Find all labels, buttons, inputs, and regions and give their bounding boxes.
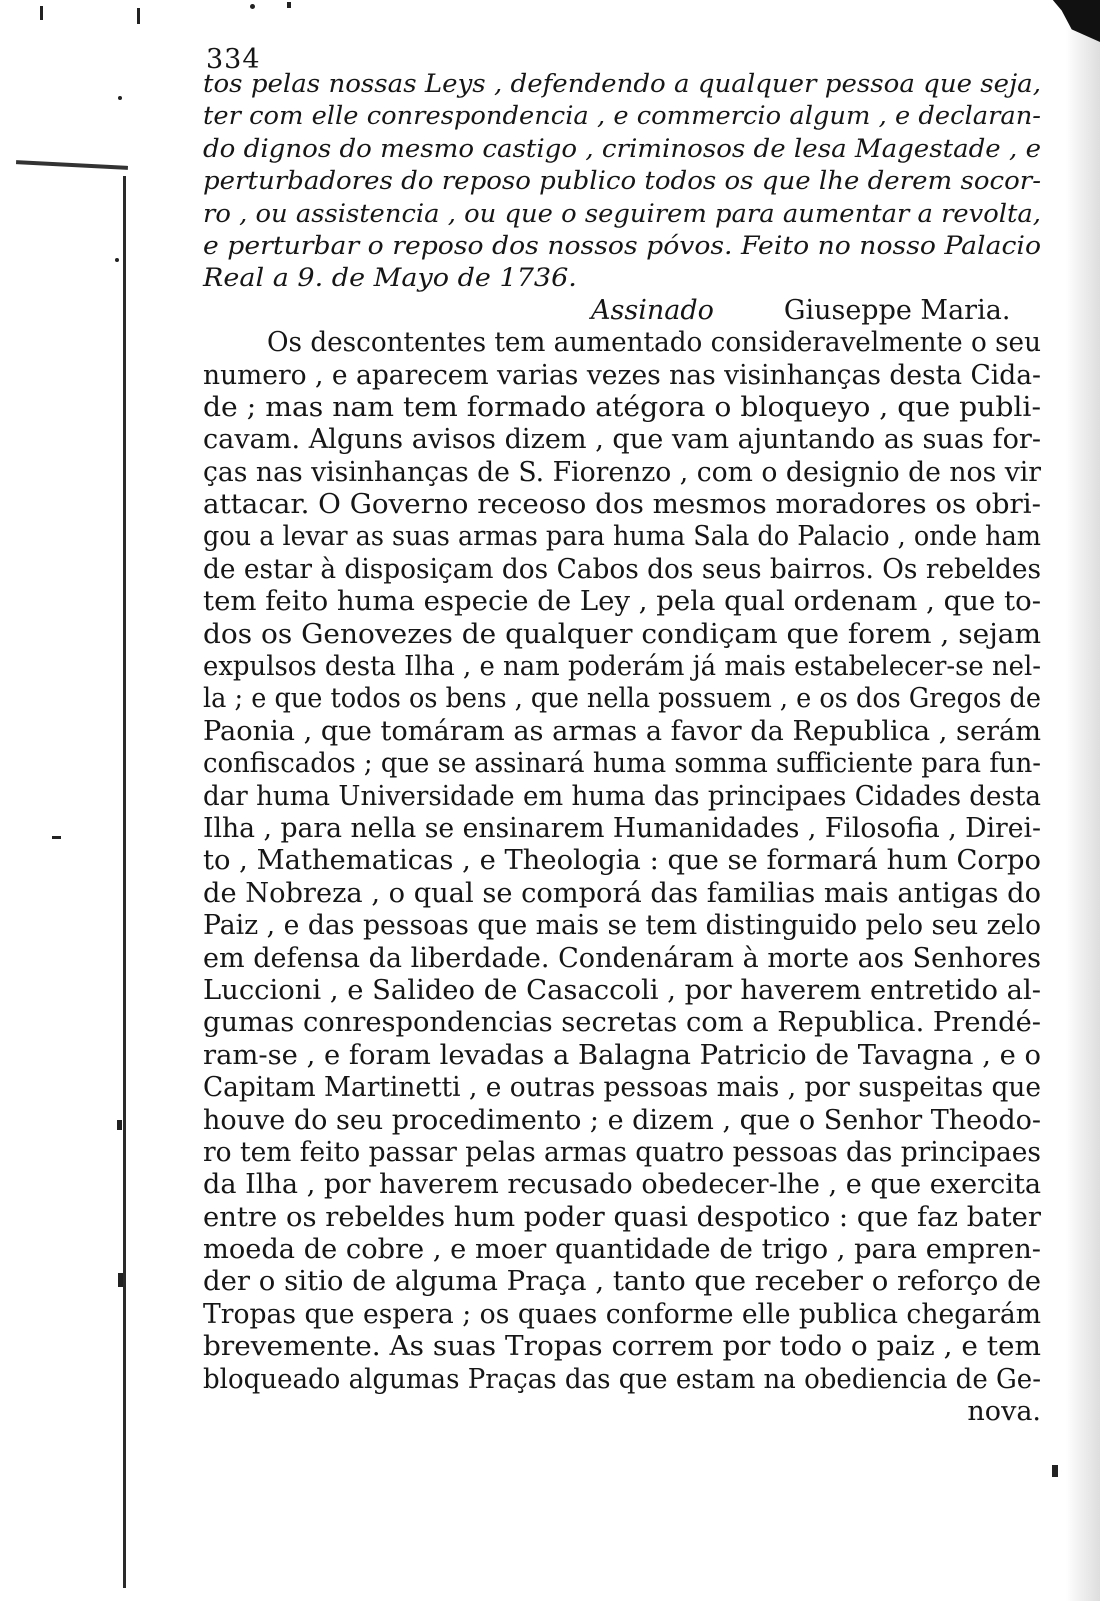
body-line: de Nobreza , o qual se comporá das familias mais antigas do: [203, 877, 1041, 909]
scan-speck: [287, 2, 291, 8]
scan-speck: [1052, 1465, 1058, 1477]
body-line: ças nas visinhanças de S. Fiorenzo , com o designio de nos vir: [203, 456, 1041, 488]
text-block: [203, 68, 1041, 1428]
italic-line: e perturbar o reposo dos nossos póvos. Feito no nosso Palacio: [203, 230, 1041, 261]
body-line: brevemente. As suas Tropas correm por todo o paiz , e tem: [203, 1331, 1041, 1363]
body-line: Paonia , que tomáram as armas a favor da Republica , serám: [203, 715, 1041, 747]
body-line: tem feito huma especie de Ley , pela qual ordenam , que to-: [203, 586, 1041, 618]
body-line: Ilha , para nella se ensinarem Humanidades , Filosofia , Direi-: [203, 812, 1041, 844]
page-number: 334: [206, 44, 261, 75]
italic-line: perturbadores do reposo publico todos os que lhe derem socor-: [203, 166, 1041, 197]
body-line: da Ilha , por haverem recusado obedecer-lhe , e que exercita: [203, 1169, 1041, 1201]
signature-line: [203, 295, 1041, 327]
body-line: dos os Genovezes de qualquer condiçam que forem , sejam: [203, 618, 1041, 650]
body-line: Paiz , e das pessoas que mais se tem distinguido pelo seu zelo: [203, 910, 1041, 942]
scan-speck: [40, 6, 43, 20]
body-line: cavam. Alguns avisos dizem , que vam ajuntando as suas for-: [203, 424, 1041, 456]
body-line: Tropas que espera ; os quaes conforme elle publica chegarám: [203, 1298, 1041, 1330]
scan-speck: [115, 258, 119, 262]
margin-ink-stroke: [16, 160, 128, 170]
body-line: numero , e aparecem varias vezes nas visinhanças desta Cida-: [203, 359, 1041, 391]
body-line: confiscados ; que se assinará huma somma sufficiente para fun-: [203, 748, 1041, 780]
body-line: Os descontentes tem aumentado consideravelmente o seu: [267, 327, 1041, 359]
body-line: moeda de cobre , e moer quantidade de trigo , para empren-: [203, 1234, 1041, 1266]
body-line: ram-se , e foram levadas a Balagna Patricio de Tavagna , e o: [203, 1039, 1041, 1071]
italic-line: ter com elle conrespondencia , e commercio algum , e declaran-: [203, 101, 1041, 132]
scan-speck: [137, 8, 140, 24]
catchword: nova.: [967, 1396, 1041, 1428]
italic-line: tos pelas nossas Leys , defendendo a qualquer pessoa que seja,: [203, 69, 1041, 99]
scan-speck: [118, 96, 122, 100]
body-line: de estar à disposiçam dos Cabos dos seus bairros. Os rebeldes: [203, 553, 1041, 585]
body-line: gou a levar as suas armas para huma Sala do Palacio , onde ham: [203, 521, 1041, 553]
italic-line: ro , ou assistencia , ou que o seguirem para aumentar a revolta,: [203, 198, 1041, 229]
italic-line: Real a 9. de Mayo de 1736.: [203, 263, 577, 294]
body-line: em defensa da liberdade. Condenáram à morte aos Senhores: [203, 942, 1041, 974]
body-line: entre os rebeldes hum poder quasi despotico : que faz bater: [203, 1201, 1041, 1233]
body-line: la ; e que todos os bens , que nella possuem , e os dos Gregos de: [203, 683, 1041, 715]
margin-rule: [123, 176, 126, 1588]
body-line: der o sitio de alguma Praça , tanto que receber o reforço de: [203, 1266, 1041, 1298]
body-line: Luccioni , e Salideo de Casaccoli , por haverem entretido al-: [203, 974, 1041, 1006]
body-line: ro tem feito passar pelas armas quatro pessoas das principaes: [203, 1136, 1041, 1168]
signatory-name: Giuseppe Maria.: [783, 294, 1011, 326]
body-line: houve do seu procedimento ; e dizem , que o Senhor Theodo-: [203, 1104, 1041, 1136]
body-line: gumas conrespondencias secretas com a Republica. Prendé-: [203, 1007, 1041, 1039]
body-line: Capitam Martinetti , e outras pessoas mais , por suspeitas que: [203, 1072, 1041, 1104]
scan-speck: [117, 1120, 122, 1130]
italic-line: do dignos do mesmo castigo , criminosos de lesa Magestade , e: [203, 133, 1041, 164]
body-line: expulsos desta Ilha , e nam poderám já mais estabelecer-se nel-: [203, 651, 1041, 683]
scan-speck: [52, 836, 61, 839]
page-edge-shadow: [1066, 0, 1100, 1601]
scan-speck: [250, 4, 255, 9]
body-line: de ; mas nam tem formado atégora o bloqueyo , que publi-: [203, 391, 1041, 423]
signature-label: Assinado: [591, 294, 714, 326]
body-line: dar huma Universidade em huma das principaes Cidades desta: [203, 780, 1041, 812]
body-line: to , Mathematicas , e Theologia : que se formará hum Corpo: [203, 845, 1041, 877]
body-line: attacar. O Governo receoso dos mesmos moradores os obri-: [203, 489, 1041, 521]
body-line: bloqueado algumas Praças das que estam na obediencia de Ge-: [203, 1363, 1041, 1395]
